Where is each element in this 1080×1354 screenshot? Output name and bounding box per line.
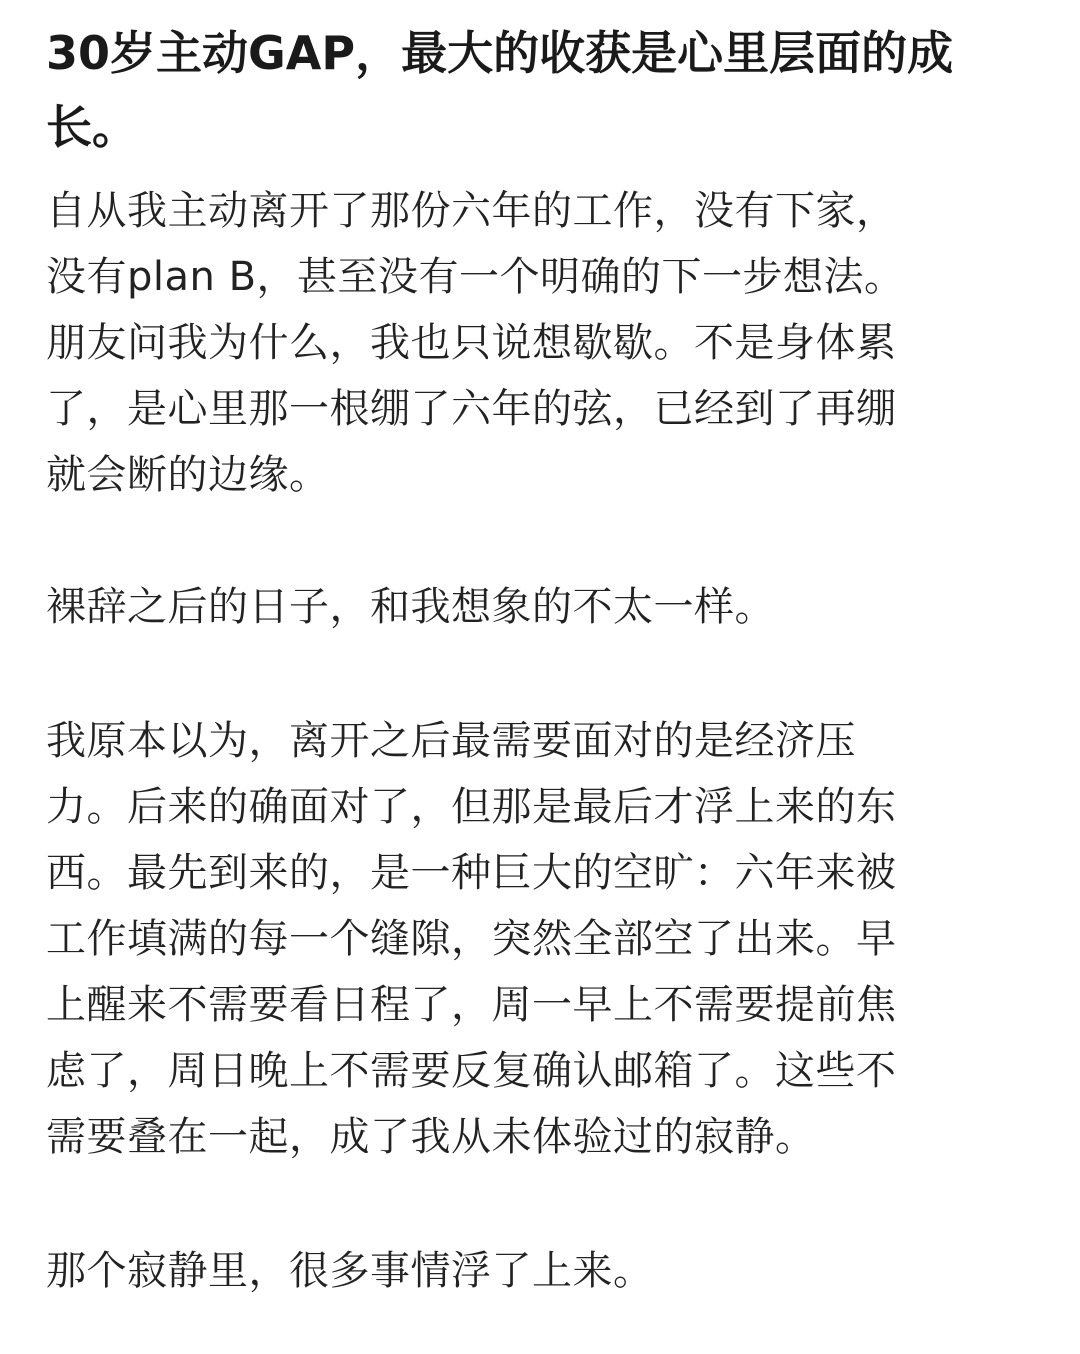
paragraph-line: 力。后来的确面对了，但那是最后才浮上来的东 <box>46 784 897 830</box>
paragraph-line: 我原本以为，离开之后最需要面对的是经济压 <box>46 718 856 764</box>
title-line: 长。 <box>46 100 138 154</box>
paragraph-line: 上醒来不需要看日程了，周一早上不需要提前焦 <box>46 982 897 1028</box>
paragraph-line: 自从我主动离开了那份六年的工作，没有下家， <box>46 188 897 234</box>
paragraph-line: 工作填满的每一个缝隙，突然全部空了出来。早 <box>46 916 897 962</box>
paragraph-line: 需要叠在一起，成了我从未体验过的寂静。 <box>46 1114 816 1160</box>
paragraph-line: 了，是心里那一根绷了六年的弦，已经到了再绷 <box>46 386 897 432</box>
title-line: 30岁主动GAP，最大的收获是心里层面的成 <box>46 26 954 80</box>
paragraph-line: 朋友问我为什么，我也只说想歇歇。不是身体累 <box>46 320 897 366</box>
paragraph-line: 就会断的边缘。 <box>46 452 330 498</box>
paragraph-line: 虑了，周日晚上不需要反复确认邮箱了。这些不 <box>46 1048 897 1094</box>
paragraph-line: 没有plan B，甚至没有一个明确的下一步想法。 <box>46 254 905 300</box>
paragraph-line: 那个寂静里，很多事情浮了上来。 <box>46 1248 654 1294</box>
paragraph-line: 西。最先到来的，是一种巨大的空旷：六年来被 <box>46 850 897 896</box>
paragraph-line: 裸辞之后的日子，和我想象的不太一样。 <box>46 584 775 630</box>
